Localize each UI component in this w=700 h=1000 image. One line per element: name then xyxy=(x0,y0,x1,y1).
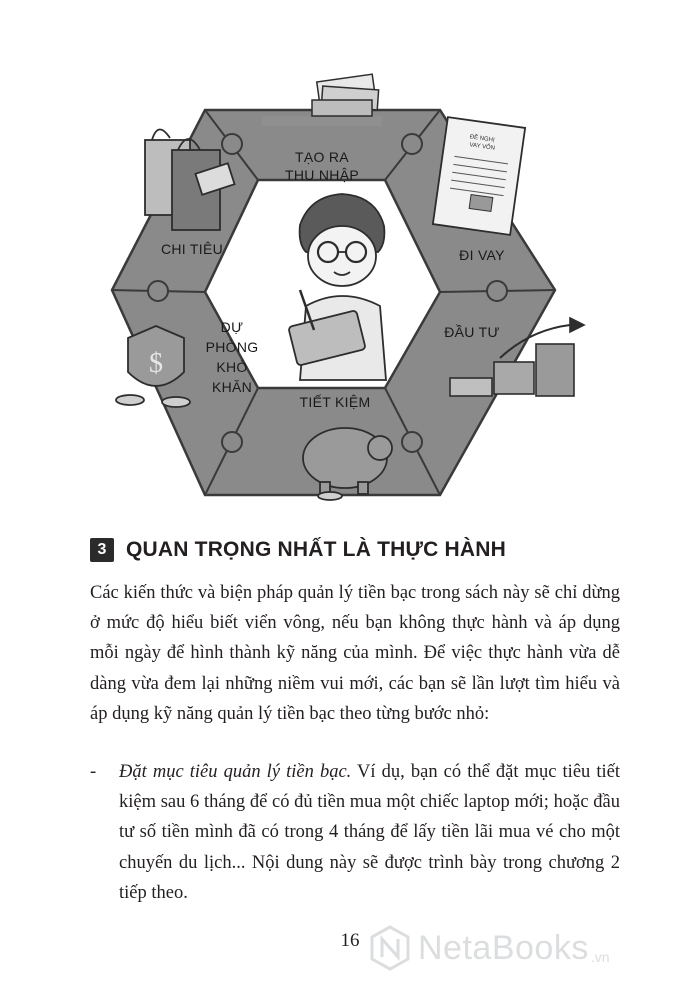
bullet-body xyxy=(119,757,620,908)
svg-text:ĐỀ NGHỊ: ĐỀ NGHỊ xyxy=(469,134,495,144)
watermark-logo-icon xyxy=(370,925,410,971)
page-number: 16 xyxy=(340,930,360,951)
svg-text:VAY VỐN: VAY VỐN xyxy=(469,142,496,152)
body-paragraph xyxy=(90,578,620,729)
loan-document-icon xyxy=(433,117,525,235)
segment-label-borrow: ĐI VAY xyxy=(459,247,505,263)
segment-label-reserve-4: KHĂN xyxy=(211,379,253,395)
money-stack-icon xyxy=(312,74,379,116)
svg-text:$: $ xyxy=(149,348,163,379)
watermark xyxy=(370,925,610,971)
segment-label-reserve-1: DỰ xyxy=(220,319,244,335)
section-heading xyxy=(90,535,506,565)
segment-label-reserve-2: PHÒNG xyxy=(205,339,259,355)
bullet-italic-lead: Đặt mục tiêu quản lý tiền bạc. xyxy=(119,762,352,782)
section-number-badge: 3 xyxy=(90,538,114,562)
segment-label-income-1: TẠO RA xyxy=(295,149,349,165)
segment-label-reserve-3: KHÓ xyxy=(216,359,248,375)
section-title: QUAN TRỌNG NHẤT LÀ THỰC HÀNH xyxy=(126,538,506,561)
segment-label-income-2: THU NHẬP xyxy=(285,167,359,183)
watermark-brand: NetaBooks xyxy=(418,928,589,967)
segment-label-save: TIẾT KIỆM xyxy=(299,394,371,410)
bullet-dash: - xyxy=(90,762,97,782)
bullet-item xyxy=(90,757,620,908)
segment-label-spend: CHI TIÊU xyxy=(160,241,224,257)
bullet-rest-text: Ví dụ, bạn có thể đặt mục tiêu tiết kiệm sau 6 tháng để có đủ tiền mua một chiếc laptop mới; hoặc đầu tư số tiền mình đã có trong 4 tháng để lấy tiền lãi mua vé cho một chuyến du lịch... Nội dung này sẽ được trình bày trong chương 2 tiếp theo. xyxy=(119,762,621,903)
watermark-suffix: .vn xyxy=(590,949,610,965)
paragraph-text: Các kiến thức và biện pháp quản lý tiền bạc trong sách này sẽ chỉ dừng ở mức độ hiểu biết viển vông, nếu bạn không thực hành và áp dụng mỗi ngày để hình thành kỹ năng của mình. Để việc thực hành vừa dễ dàng vừa đem lại những niềm vui mới, các bạn sẽ lần lượt tìm hiểu và áp dụng kỹ năng quản lý tiền bạc theo từng bước nhỏ: xyxy=(90,583,620,724)
segment-label-invest: ĐẦU TƯ xyxy=(444,324,500,340)
